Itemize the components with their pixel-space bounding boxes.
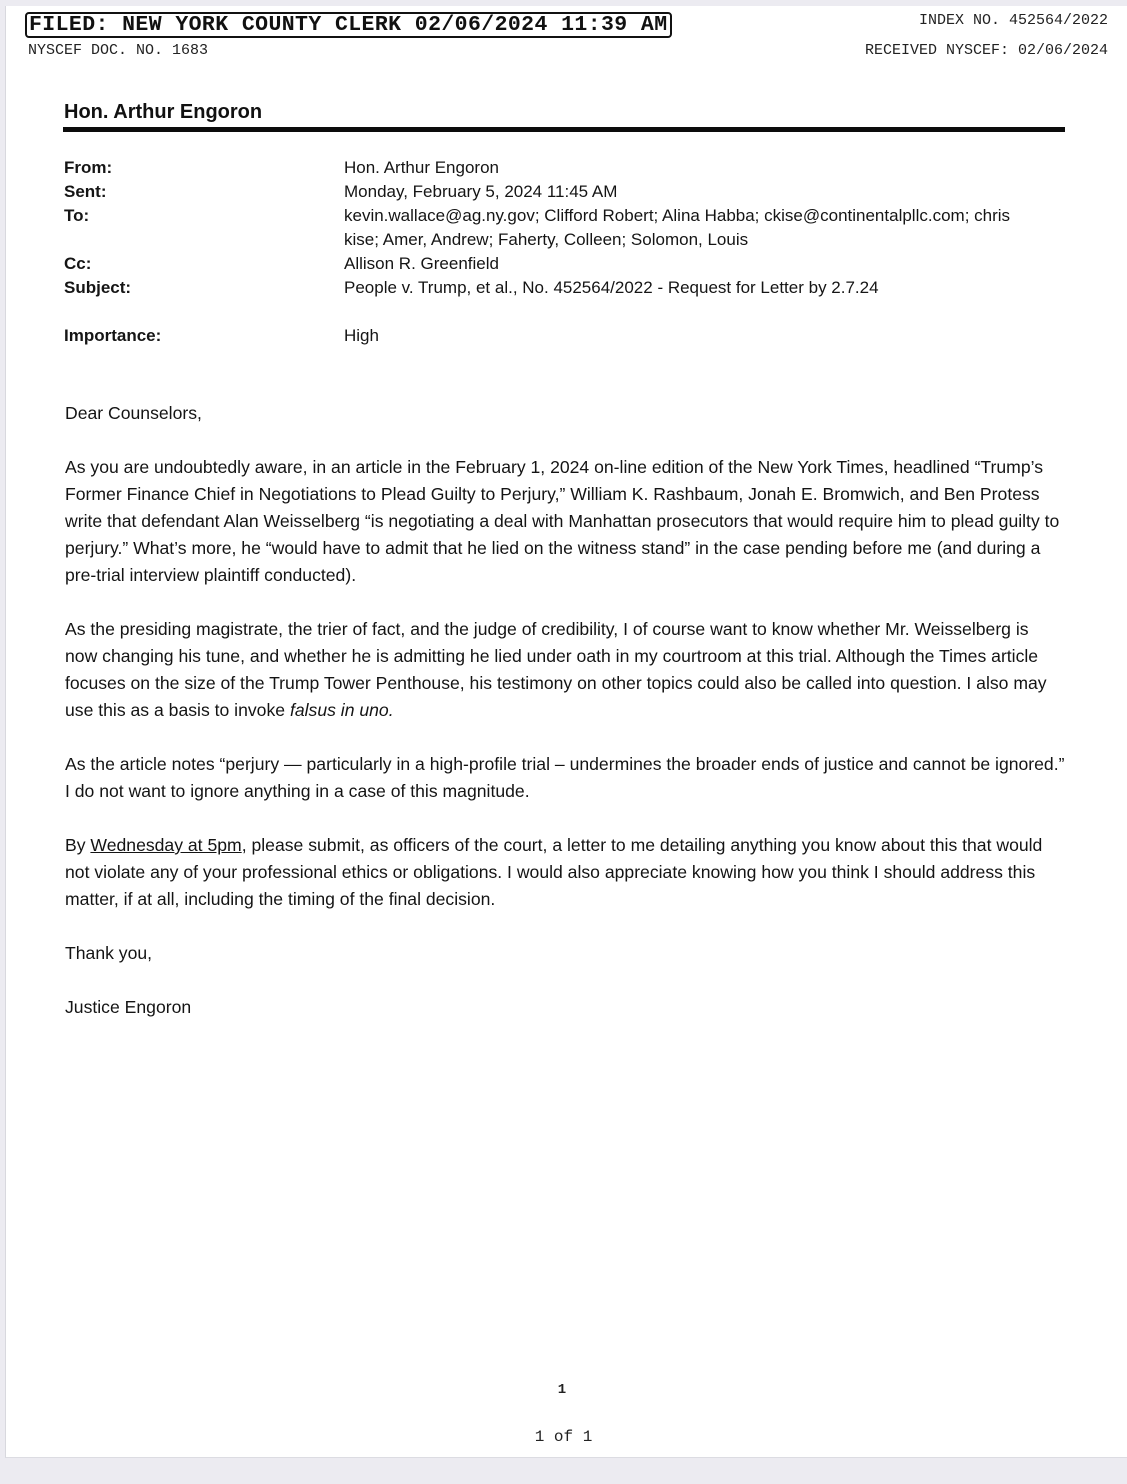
sent-label: Sent:: [64, 182, 107, 201]
body-paragraph-2: [65, 616, 1065, 724]
from-label: From:: [64, 158, 113, 177]
heading-divider: [63, 127, 1065, 132]
sent-value: Monday, February 5, 2024 11:45 AM: [344, 182, 618, 201]
from-row: [64, 156, 1064, 180]
to-label: To:: [64, 206, 90, 225]
to-value-line-1: kevin.wallace@ag.ny.gov; Clifford Robert; Alina Habba; ckise@continentalpllc.com; chris: [344, 206, 1011, 225]
to-value: [344, 204, 1064, 252]
sent-row: [64, 180, 1064, 204]
body-paragraph-3: As the article notes “perjury — particularly in a high-profile trial – undermines the broader ends of justice and cannot be ignored.” I do not want to ignore anything in a case of this magnitude.: [65, 754, 1065, 801]
subject-row: [64, 276, 1064, 300]
index-number: INDEX NO. 452564/2022: [918, 12, 1108, 29]
nyscef-doc-number: NYSCEF DOC. NO. 1683: [28, 42, 209, 59]
to-value-line-2: kise; Amer, Andrew; Faherty, Colleen; Solomon, Louis: [344, 230, 749, 249]
subject-label: Subject:: [64, 278, 132, 297]
filed-stamp: FILED: NEW YORK COUNTY CLERK 02/06/2024 11:39 AM: [25, 12, 672, 38]
page-of-indicator: 1 of 1: [534, 1428, 593, 1446]
paragraph-4-text: , please submit, as officers of the court, a letter to me detailing anything you know about this that would not violate any of your professional ethics or obligations. I would also appreciate knowing how you think I should address this matter, if at all, including the timing of the final decision.: [65, 835, 1043, 909]
paragraph-4-prefix: By: [65, 835, 91, 855]
cc-row: [64, 252, 1064, 276]
deadline-text: Wednesday at 5pm: [90, 835, 242, 855]
latin-phrase: falsus in uno.: [289, 700, 394, 720]
cc-value: Allison R. Greenfield: [344, 254, 499, 273]
sender-heading: Hon. Arthur Engoron: [64, 101, 263, 123]
subject-value: People v. Trump, et al., No. 452564/2022 - Request for Letter by 2.7.24: [344, 278, 879, 297]
importance-row: [64, 324, 1064, 348]
to-row: [64, 204, 1064, 252]
meta-spacer: [64, 300, 1064, 324]
from-value: Hon. Arthur Engoron: [344, 158, 499, 177]
closing: Thank you,: [65, 943, 153, 963]
paragraph-2-text: As the presiding magistrate, the trier of fact, and the judge of credibility, I of course want to know whether Mr. Weisselberg is now changing his tune, and whether he is admitting he lied under oath in my courtroom at this trial. Although the Times article focuses on the size of the Trump Tower Penthouse, his testimony on other topics could also be called into question. I also may use this as a basis to invoke: [65, 619, 1047, 720]
document-page: [5, 6, 1127, 1458]
importance-value: High: [344, 326, 379, 345]
received-nyscef-date: RECEIVED NYSCEF: 02/06/2024: [864, 42, 1108, 59]
salutation: Dear Counselors,: [65, 403, 202, 423]
email-body: [65, 400, 1065, 1048]
body-paragraph-4: [65, 832, 1065, 913]
cc-label: Cc:: [64, 254, 92, 273]
email-header-fields: [64, 156, 1064, 348]
page-number: 1: [557, 1382, 567, 1398]
body-paragraph-1: As you are undoubtedly aware, in an article in the February 1, 2024 on-line edition of the New York Times, headlined “Trump’s Former Finance Chief in Negotiations to Plead Guilty to Perjury,” William K. Rashbaum, Jonah E. Bromwich, and Ben Protess write that defendant Alan Weisselberg “is negotiating a deal with Manhattan prosecutors that would require him to plead guilty to perjury.” What’s more, he “would have to admit that he lied on the witness stand” in the case pending before me (and during a pre-trial interview plaintiff conducted).: [65, 457, 1060, 585]
signature: Justice Engoron: [65, 997, 192, 1017]
importance-label: Importance:: [64, 326, 162, 345]
